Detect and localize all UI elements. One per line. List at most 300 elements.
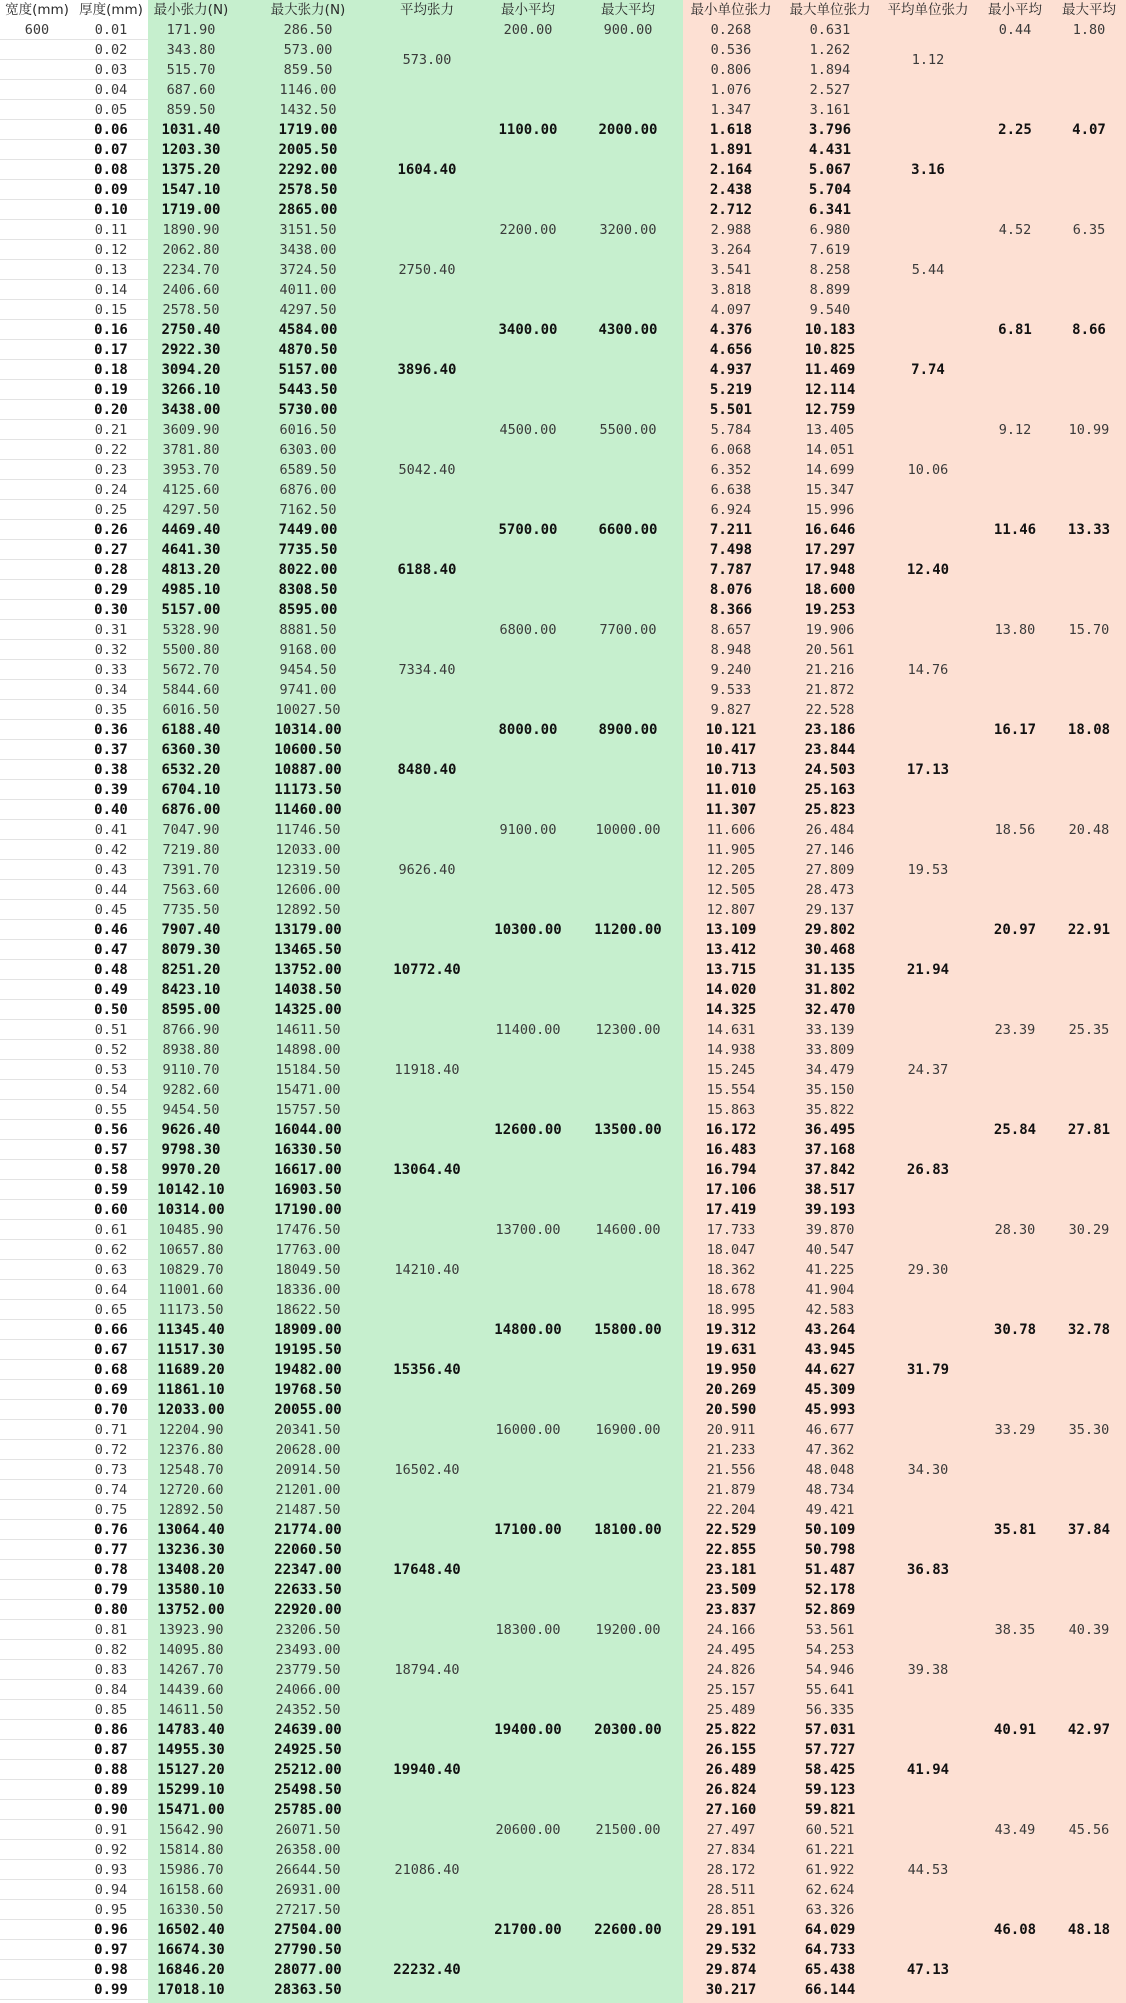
table-row [0,1380,1126,1400]
table-row [0,1240,1126,1260]
min-unit-tension-cell: 10.121 [705,722,757,738]
max-unit-tension-cell: 50.109 [804,1522,856,1538]
min-avg-cell: 21700.00 [494,1922,562,1938]
unit-min-avg-cell: 18.56 [994,822,1036,838]
avg-unit-tension-cell: 14.76 [907,662,949,678]
min-unit-tension-cell: 12.205 [706,862,756,878]
unit-max-avg-cell: 27.81 [1067,1122,1111,1138]
thickness-cell: 0.27 [94,542,128,558]
unit-max-avg-cell: 20.48 [1068,822,1110,838]
min-tension-cell: 7047.90 [162,822,220,838]
max-tension-cell: 25498.50 [274,1782,342,1798]
thickness-cell: 0.40 [94,802,128,818]
max-unit-tension-cell: 33.139 [805,1022,855,1038]
min-tension-cell: 11173.50 [158,1302,224,1318]
table-row [0,940,1126,960]
min-tension-cell: 12033.00 [157,1402,225,1418]
max-tension-cell: 859.50 [283,62,333,78]
avg-tension-cell: 1604.40 [397,162,457,178]
min-tension-cell: 7563.60 [162,882,220,898]
table-row [0,1640,1126,1660]
min-tension-cell: 12892.50 [158,1502,224,1518]
max-unit-tension-cell: 23.186 [804,722,856,738]
min-unit-tension-cell: 24.826 [706,1662,756,1678]
unit-min-avg-cell: 9.12 [998,422,1032,438]
max-unit-tension-cell: 25.823 [804,802,856,818]
max-tension-cell: 12606.00 [275,882,341,898]
min-tension-cell: 7219.80 [162,842,220,858]
unit-min-avg-cell: 35.81 [993,1522,1037,1538]
max-unit-tension-cell: 3.161 [809,102,851,118]
max-tension-cell: 23779.50 [275,1662,341,1678]
table-row [0,280,1126,300]
max-tension-cell: 14325.00 [274,1002,342,1018]
min-tension-cell: 8423.10 [161,982,221,998]
thickness-cell: 0.29 [94,582,128,598]
min-tension-cell: 15986.70 [158,1862,224,1878]
max-avg-cell: 18100.00 [594,1522,662,1538]
max-avg-cell: 15800.00 [594,1322,662,1338]
min-tension-cell: 14611.50 [158,1702,224,1718]
table-row [0,1400,1126,1420]
min-tension-cell: 5328.90 [162,622,220,638]
max-unit-tension-cell: 63.326 [805,1902,855,1918]
thickness-cell: 0.13 [94,262,128,278]
max-unit-tension-cell: 59.123 [804,1782,856,1798]
min-avg-cell: 10300.00 [494,922,562,938]
avg-tension-cell: 22232.40 [393,1962,461,1978]
min-tension-cell: 8766.90 [162,1022,220,1038]
thickness-cell: 0.93 [94,1862,128,1878]
table-row [0,300,1126,320]
min-tension-cell: 4985.10 [161,582,221,598]
thickness-cell: 0.35 [94,702,128,718]
thickness-cell: 0.44 [94,882,128,898]
max-unit-tension-cell: 39.193 [804,1202,856,1218]
max-unit-tension-cell: 61.221 [805,1842,855,1858]
min-tension-cell: 10657.80 [158,1242,224,1258]
min-unit-tension-cell: 18.362 [706,1262,756,1278]
thickness-cell: 0.30 [94,602,128,618]
thickness-cell: 0.46 [94,922,128,938]
thickness-cell: 0.68 [94,1362,128,1378]
min-unit-tension-cell: 18.678 [706,1282,756,1298]
max-tension-cell: 12319.50 [275,862,341,878]
thickness-cell: 0.52 [94,1042,128,1058]
thickness-cell: 0.22 [94,442,128,458]
thickness-cell: 0.49 [94,982,128,998]
max-tension-cell: 10600.50 [274,742,342,758]
max-unit-tension-cell: 45.993 [804,1402,856,1418]
avg-unit-tension-cell: 39.38 [907,1662,949,1678]
min-tension-cell: 15642.90 [158,1822,224,1838]
max-tension-cell: 5443.50 [278,382,338,398]
table-row [0,1540,1126,1560]
unit-min-avg-cell: 2.25 [998,122,1032,138]
thickness-cell: 0.01 [94,22,128,38]
min-unit-tension-cell: 5.501 [709,402,753,418]
min-tension-cell: 14267.70 [158,1662,224,1678]
table-row [0,900,1126,920]
max-unit-tension-cell: 15.996 [805,502,855,518]
max-tension-cell: 7735.50 [278,542,338,558]
min-unit-tension-cell: 1.618 [709,122,753,138]
min-tension-cell: 15814.80 [158,1842,224,1858]
min-tension-cell: 2062.80 [162,242,220,258]
max-tension-cell: 15184.50 [275,1062,341,1078]
table-row [0,680,1126,700]
avg-unit-tension-cell: 7.74 [911,362,945,378]
min-tension-cell: 6188.40 [161,722,221,738]
avg-unit-tension-cell: 1.12 [911,52,945,68]
max-avg-cell: 20300.00 [594,1722,662,1738]
min-tension-cell: 1719.00 [161,202,221,218]
max-tension-cell: 22633.50 [274,1582,342,1598]
max-unit-tension-cell: 13.405 [805,422,855,438]
avg-tension-cell: 7334.40 [398,662,456,678]
max-tension-cell: 27217.50 [275,1902,341,1918]
max-unit-tension-cell: 12.114 [804,382,856,398]
max-tension-cell: 6016.50 [279,422,337,438]
min-tension-cell: 3094.20 [161,362,221,378]
max-tension-cell: 20914.50 [275,1462,341,1478]
max-tension-cell: 16903.50 [274,1182,342,1198]
min-tension-cell: 11689.20 [157,1362,225,1378]
max-avg-cell: 7700.00 [599,622,657,638]
max-tension-cell: 8308.50 [278,582,338,598]
max-unit-tension-cell: 11.469 [804,362,856,378]
unit-min-avg-cell: 23.39 [994,1022,1036,1038]
max-avg-cell: 3200.00 [599,222,657,238]
min-tension-cell: 10142.10 [157,1182,225,1198]
min-unit-tension-cell: 7.211 [709,522,753,538]
min-unit-tension-cell: 29.532 [705,1942,757,1958]
max-unit-tension-cell: 47.362 [805,1442,855,1458]
thickness-cell: 0.56 [94,1122,128,1138]
unit-max-avg-cell: 37.84 [1067,1522,1111,1538]
min-unit-tension-cell: 11.307 [705,802,757,818]
max-unit-tension-cell: 65.438 [804,1962,856,1978]
table-row [0,400,1126,420]
max-unit-tension-cell: 39.870 [805,1222,855,1238]
max-tension-cell: 9454.50 [279,662,337,678]
min-unit-tension-cell: 6.638 [710,482,752,498]
max-unit-tension-cell: 51.487 [804,1562,856,1578]
thickness-cell: 0.02 [94,42,128,58]
thickness-cell: 0.85 [94,1702,128,1718]
unit-min-avg-cell: 6.81 [998,322,1032,338]
thickness-cell: 0.72 [94,1442,128,1458]
max-tension-cell: 15471.00 [275,1082,341,1098]
width-cell: 600 [24,22,50,38]
max-tension-cell: 21201.00 [275,1482,341,1498]
min-unit-tension-cell: 1.891 [709,142,753,158]
min-avg-cell: 14800.00 [494,1322,562,1338]
max-unit-tension-cell: 4.431 [808,142,852,158]
max-unit-tension-cell: 44.627 [804,1362,856,1378]
min-unit-tension-cell: 9.240 [710,662,752,678]
thickness-cell: 0.76 [94,1522,128,1538]
header-cell: 最小单位张力 [690,2,772,18]
max-unit-tension-cell: 57.031 [804,1722,856,1738]
min-unit-tension-cell: 2.164 [709,162,753,178]
table-row [0,780,1126,800]
max-tension-cell: 19195.50 [274,1342,342,1358]
min-tension-cell: 4641.30 [161,542,221,558]
avg-unit-tension-cell: 10.06 [907,462,949,478]
thickness-cell: 0.67 [94,1342,128,1358]
min-tension-cell: 6532.20 [161,762,221,778]
min-tension-cell: 15299.10 [157,1782,225,1798]
table-row [0,1440,1126,1460]
min-tension-cell: 6360.30 [161,742,221,758]
unit-min-avg-cell: 30.78 [993,1322,1037,1338]
thickness-cell: 0.80 [94,1602,128,1618]
max-tension-cell: 4584.00 [278,322,338,338]
avg-unit-tension-cell: 5.44 [911,262,945,278]
unit-max-avg-cell: 15.70 [1068,622,1110,638]
min-unit-tension-cell: 0.536 [710,42,752,58]
thickness-cell: 0.28 [94,562,128,578]
max-tension-cell: 10314.00 [274,722,342,738]
min-unit-tension-cell: 10.417 [705,742,757,758]
min-unit-tension-cell: 8.948 [710,642,752,658]
min-unit-tension-cell: 21.556 [706,1462,756,1478]
max-unit-tension-cell: 6.980 [809,222,851,238]
max-unit-tension-cell: 25.163 [804,782,856,798]
min-unit-tension-cell: 7.787 [709,562,753,578]
thickness-cell: 0.69 [94,1382,128,1398]
min-tension-cell: 2578.50 [162,302,220,318]
max-tension-cell: 27504.00 [274,1922,342,1938]
thickness-cell: 0.39 [94,782,128,798]
table-row [0,380,1126,400]
min-tension-cell: 10314.00 [157,1202,225,1218]
table-row [0,880,1126,900]
min-tension-cell: 10829.70 [158,1262,224,1278]
unit-min-avg-cell: 13.80 [994,622,1036,638]
table-row [0,1280,1126,1300]
min-avg-cell: 12600.00 [494,1122,562,1138]
min-unit-tension-cell: 27.497 [706,1822,756,1838]
min-tension-cell: 515.70 [166,62,216,78]
thickness-cell: 0.08 [94,162,128,178]
unit-max-avg-cell: 25.35 [1068,1022,1110,1038]
min-avg-cell: 8000.00 [498,722,558,738]
min-unit-tension-cell: 14.938 [706,1042,756,1058]
unit-max-avg-cell: 8.66 [1072,322,1106,338]
max-tension-cell: 9741.00 [279,682,337,698]
avg-tension-cell: 9626.40 [398,862,456,878]
min-unit-tension-cell: 13.715 [705,962,757,978]
header-cell: 最大平均 [601,2,655,18]
table-row [0,800,1126,820]
thickness-cell: 0.81 [94,1622,128,1638]
max-tension-cell: 22347.00 [274,1562,342,1578]
max-tension-cell: 15757.50 [275,1102,341,1118]
thickness-cell: 0.75 [94,1502,128,1518]
min-unit-tension-cell: 0.806 [710,62,752,78]
min-unit-tension-cell: 26.489 [705,1762,757,1778]
min-unit-tension-cell: 15.554 [706,1082,756,1098]
min-tension-cell: 12548.70 [158,1462,224,1478]
min-avg-cell: 9100.00 [499,822,557,838]
thickness-cell: 0.92 [94,1842,128,1858]
min-tension-cell: 7391.70 [162,862,220,878]
min-unit-tension-cell: 19.950 [705,1362,757,1378]
avg-unit-tension-cell: 34.30 [907,1462,949,1478]
min-unit-tension-cell: 29.874 [705,1962,757,1978]
max-unit-tension-cell: 9.540 [809,302,851,318]
avg-tension-cell: 11918.40 [394,1062,460,1078]
avg-unit-tension-cell: 26.83 [906,1162,950,1178]
max-tension-cell: 6303.00 [279,442,337,458]
max-unit-tension-cell: 1.262 [809,42,851,58]
max-tension-cell: 28077.00 [274,1962,342,1978]
max-unit-tension-cell: 54.253 [805,1642,855,1658]
max-avg-cell: 4300.00 [598,322,658,338]
min-avg-cell: 6800.00 [499,622,557,638]
max-unit-tension-cell: 27.146 [805,842,855,858]
unit-max-avg-cell: 13.33 [1067,522,1111,538]
table-row [0,240,1126,260]
thickness-cell: 0.59 [94,1182,128,1198]
max-tension-cell: 20341.50 [275,1422,341,1438]
thickness-cell: 0.36 [94,722,128,738]
thickness-cell: 0.74 [94,1482,128,1498]
min-tension-cell: 6016.50 [162,702,220,718]
min-unit-tension-cell: 28.851 [706,1902,756,1918]
max-unit-tension-cell: 66.144 [804,1982,856,1998]
avg-tension-cell: 2750.40 [398,262,456,278]
thickness-cell: 0.97 [94,1942,128,1958]
thickness-cell: 0.63 [94,1262,128,1278]
thickness-cell: 0.99 [94,1982,128,1998]
max-unit-tension-cell: 31.135 [804,962,856,978]
max-tension-cell: 11746.50 [275,822,341,838]
max-tension-cell: 3724.50 [279,262,337,278]
max-tension-cell: 4011.00 [279,282,337,298]
unit-min-avg-cell: 40.91 [993,1722,1037,1738]
min-unit-tension-cell: 6.924 [710,502,752,518]
min-avg-cell: 3400.00 [498,322,558,338]
header-cell: 最大平均 [1062,2,1116,18]
max-unit-tension-cell: 2.527 [809,82,851,98]
min-unit-tension-cell: 22.529 [705,1522,757,1538]
max-unit-tension-cell: 46.677 [805,1422,855,1438]
min-unit-tension-cell: 14.325 [705,1002,757,1018]
max-tension-cell: 18049.50 [275,1262,341,1278]
min-unit-tension-cell: 28.511 [706,1882,756,1898]
header-cell: 最小平均 [988,2,1042,18]
min-unit-tension-cell: 18.995 [706,1302,756,1318]
avg-unit-tension-cell: 41.94 [906,1762,950,1778]
max-tension-cell: 10887.00 [274,762,342,778]
min-tension-cell: 14783.40 [157,1722,225,1738]
min-unit-tension-cell: 5.219 [709,382,753,398]
min-tension-cell: 343.80 [166,42,216,58]
min-tension-cell: 5672.70 [162,662,220,678]
min-tension-cell: 8079.30 [161,942,221,958]
min-tension-cell: 12204.90 [158,1422,224,1438]
min-unit-tension-cell: 9.827 [710,702,752,718]
max-tension-cell: 286.50 [283,22,333,38]
min-tension-cell: 9110.70 [162,1062,220,1078]
max-tension-cell: 4297.50 [279,302,337,318]
table-row [0,640,1126,660]
max-tension-cell: 9168.00 [279,642,337,658]
min-unit-tension-cell: 16.483 [705,1142,757,1158]
min-tension-cell: 16846.20 [157,1962,225,1978]
table-row [0,1180,1126,1200]
min-tension-cell: 7735.50 [162,902,220,918]
table-row [0,1100,1126,1120]
max-unit-tension-cell: 32.470 [804,1002,856,1018]
thickness-cell: 0.73 [94,1462,128,1478]
thickness-cell: 0.26 [94,522,128,538]
min-unit-tension-cell: 13.109 [705,922,757,938]
max-tension-cell: 2865.00 [278,202,338,218]
max-unit-tension-cell: 28.473 [805,882,855,898]
unit-max-avg-cell: 45.56 [1068,1822,1110,1838]
min-unit-tension-cell: 24.495 [706,1642,756,1658]
max-tension-cell: 14038.50 [274,982,342,998]
min-avg-cell: 5700.00 [498,522,558,538]
max-tension-cell: 14611.50 [275,1022,341,1038]
thickness-cell: 0.06 [94,122,128,138]
max-avg-cell: 16900.00 [595,1422,661,1438]
thickness-cell: 0.90 [94,1802,128,1818]
table-row [0,1880,1126,1900]
table-row [0,1500,1126,1520]
max-unit-tension-cell: 58.425 [804,1762,856,1778]
min-tension-cell: 4297.50 [162,502,220,518]
table-row [0,1300,1126,1320]
min-tension-cell: 13064.40 [157,1522,225,1538]
min-unit-tension-cell: 21.879 [706,1482,756,1498]
thickness-cell: 0.48 [94,962,128,978]
max-tension-cell: 25785.00 [274,1802,342,1818]
min-tension-cell: 9798.30 [161,1142,221,1158]
table-row [0,600,1126,620]
max-tension-cell: 24925.50 [274,1742,342,1758]
min-tension-cell: 3609.90 [162,422,220,438]
unit-min-avg-cell: 28.30 [994,1222,1036,1238]
max-tension-cell: 26358.00 [275,1842,341,1858]
min-unit-tension-cell: 19.312 [705,1322,757,1338]
min-unit-tension-cell: 26.155 [705,1742,757,1758]
min-unit-tension-cell: 25.489 [706,1702,756,1718]
max-unit-tension-cell: 20.561 [805,642,855,658]
min-unit-tension-cell: 0.268 [710,22,752,38]
thickness-cell: 0.05 [94,102,128,118]
max-unit-tension-cell: 26.484 [805,822,855,838]
min-tension-cell: 13923.90 [158,1622,224,1638]
max-unit-tension-cell: 55.641 [805,1682,855,1698]
min-tension-cell: 1203.30 [161,142,221,158]
max-avg-cell: 21500.00 [595,1822,661,1838]
thickness-cell: 0.89 [94,1782,128,1798]
min-unit-tension-cell: 17.419 [705,1202,757,1218]
max-unit-tension-cell: 12.759 [804,402,856,418]
max-unit-tension-cell: 48.734 [805,1482,855,1498]
min-avg-cell: 11400.00 [495,1022,561,1038]
thickness-cell: 0.18 [94,362,128,378]
min-unit-tension-cell: 3.264 [710,242,752,258]
table-row [0,1940,1126,1960]
table-row [0,340,1126,360]
thickness-cell: 0.61 [94,1222,128,1238]
